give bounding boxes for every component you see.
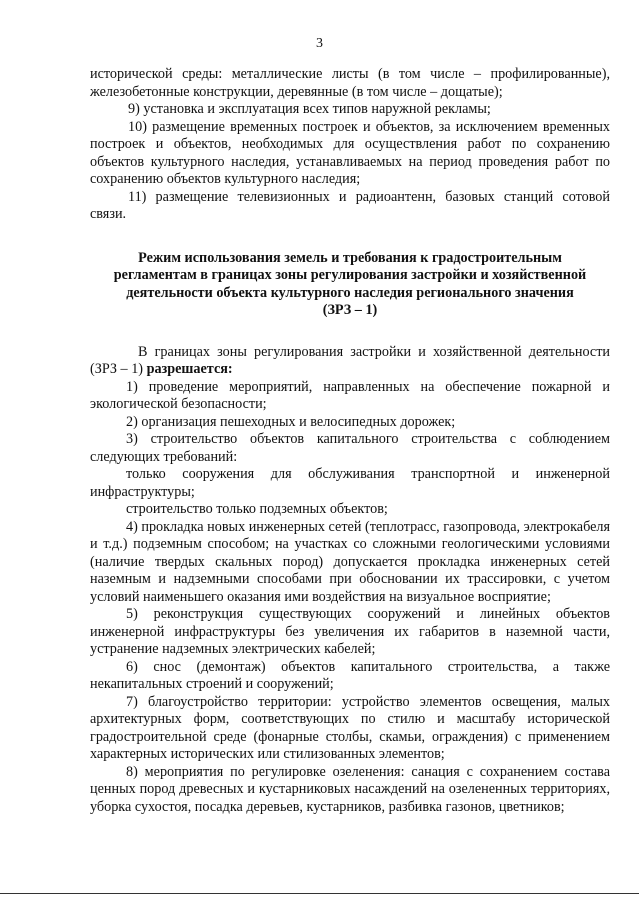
list-item-11: 11) размещение телевизионных и радиоантенн, базовых станций сотовой связи. xyxy=(90,188,610,222)
list-item-8: 8) мероприятия по регулировке озеленения: санация с сохранением состава ценных пород древесных и кустарниковых насаждений на озелененных территориях, уборка сухостоя, посадка деревьев, кустарников, разбивка газонов, цветников; xyxy=(90,763,610,815)
list-item-4: 4) прокладка новых инженерных сетей (теплотрасс, газопровода, электрокабеля и т.д.) подземным способом; на участках со сложными геологическими условиями (наличие твердых скальных пород) допускается прокладка инженерных сетей наземным и надземными способами при обосновании их трассировки, с учетом условий наименьшего оказания ими воздействия на визуальное восприятие; xyxy=(90,518,611,605)
list-item-5: 5) реконструкция существующих сооружений и линейных объектов инженерной инфраструктуры без увеличения их габаритов в наземной части, устранение надземных электрических кабелей; xyxy=(90,606,610,657)
heading-line: регламентам в границах зоны регулирования застройки и хозяйственной xyxy=(113,267,587,283)
heading-line: деятельности объекта культурного наследия регионального значения xyxy=(126,284,574,301)
list-item-1: 1) проведение мероприятий, направленных на обеспечение пожарной и экологической безопасности; xyxy=(90,378,610,412)
intro-bold: разрешается: xyxy=(146,361,233,377)
document-body xyxy=(90,66,610,816)
list-item-3: 3) строительство объектов капитального строительства с соблюдением следующих требований: xyxy=(90,431,610,465)
page-number: 3 xyxy=(316,36,323,51)
intro-paragraph xyxy=(90,344,610,379)
heading-line: (ЗРЗ – 1) xyxy=(322,302,378,318)
paragraph-continuation: исторической среды: металлические листы (в том числе – профилированные), железобетонные конструкции, деревянные (в том числе – дощатые); xyxy=(90,66,610,100)
list-subitem: строительство только подземных объектов; xyxy=(126,501,388,517)
list-item-9: 9) установка и эксплуатация всех типов наружной рекламы; xyxy=(128,101,491,117)
list-item-10: 10) размещение временных построек и объектов, за исключением временных построек и объектов, необходимых для осуществления работ по сохранению объектов культурного наследия, устанавливаемых на период проведения работ по сохранению объектов культурного наследия; xyxy=(90,118,610,187)
bottom-divider xyxy=(0,893,639,894)
list-subitem: только сооружения для обслуживания транспортной и инженерной инфраструктуры; xyxy=(90,466,610,500)
heading-line: Режим использования земель и требования к градостроительным xyxy=(138,249,562,266)
list-item-7: 7) благоустройство территории: устройство элементов освещения, малых архитектурных форм, соответствующих по стилю и масштабу исторической градостроительной среде (фонарные столбы, скамьи, ограждения) с применением характерных исторических или стилизованных элементов; xyxy=(90,693,610,762)
list-item-6: 6) снос (демонтаж) объектов капитального строительства, а также некапитальных строений и сооружений; xyxy=(90,658,610,692)
list-item-2: 2) организация пешеходных и велосипедных дорожек; xyxy=(126,413,456,430)
intro-text: В границах зоны регулирования застройки и хозяйственной деятельности (ЗРЗ – 1) xyxy=(90,343,610,377)
section-heading xyxy=(90,250,610,320)
